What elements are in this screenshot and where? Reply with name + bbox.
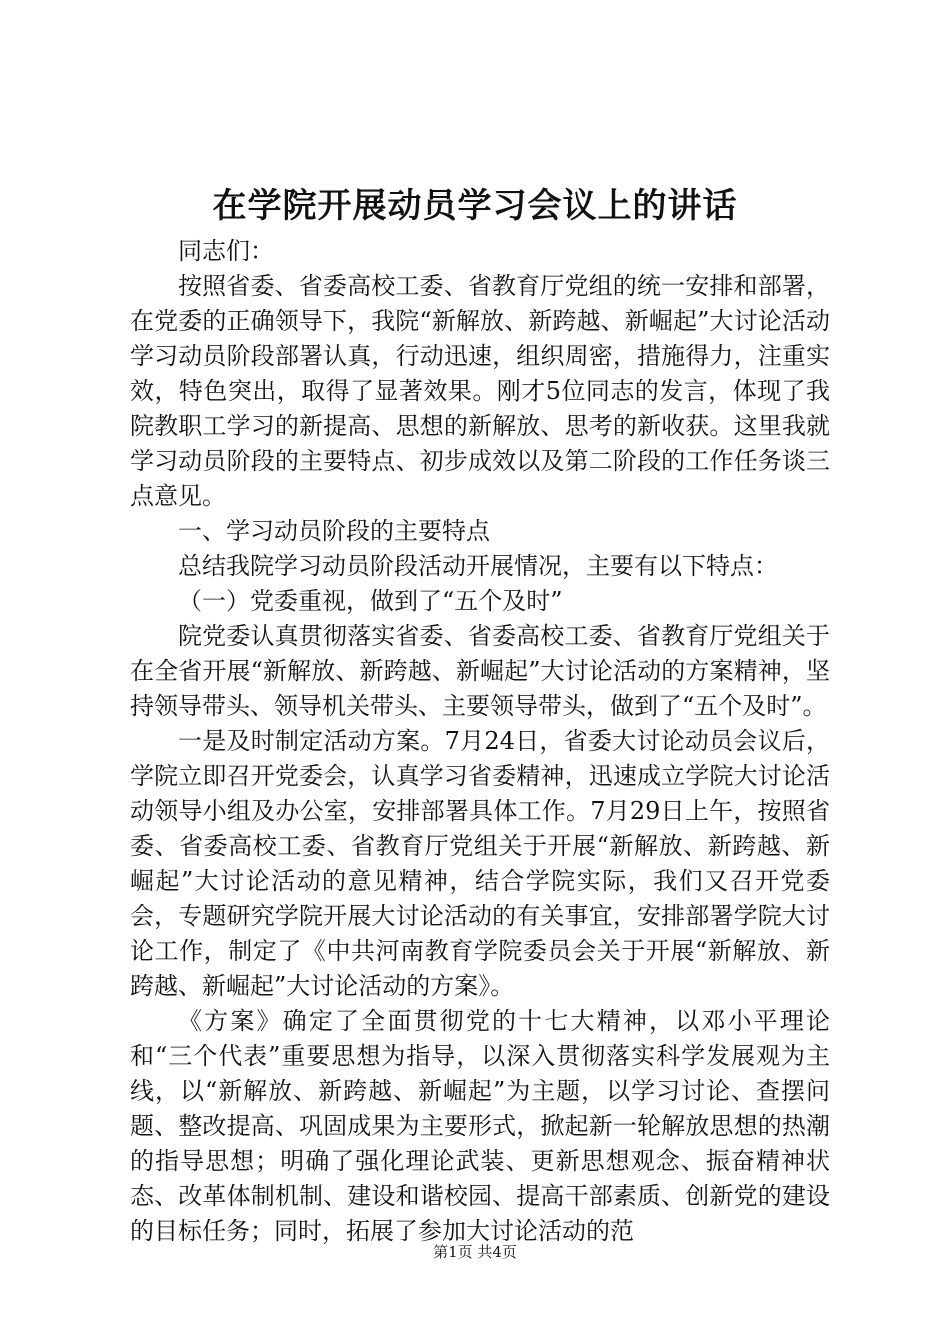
paragraph: 《方案》确定了全面贯彻党的十七大精神，以邓小平理论和“三个代表”重要思想为指导，以深入贯彻落实科学发展观为主线，以“新解放、新跨越、新崛起”为主题，以学习讨论、查摆问题、整改提高、巩固成果为主要形式，掀起新一轮解放思想的热潮的指导思想；明确了强化理论武装、更新思想观念、振奋精神状态、改革体制机制、建设和谐校园、提高干部素质、创新党的建设的目标任务；同时，拓展了参加大讨论活动的范 (130, 1007, 830, 1245)
document-title: 在学院开展动员学习会议上的讲话 (212, 186, 738, 226)
paragraph: 院党委认真贯彻落实省委、省委高校工委、省教育厅党组关于在全省开展“新解放、新跨越、新崛起”大讨论活动的方案精神，坚持领导带头、领导机关带头、主要领导带头，做到了“五个及时”。 (130, 622, 830, 720)
document-body (130, 234, 830, 1249)
paragraph: 总结我院学习动员阶段活动开展情况，主要有以下特点： (178, 552, 778, 580)
paragraph: 按照省委、省委高校工委、省教育厅党组的统一安排和部署，在党委的正确领导下，我院“新解放、新跨越、新崛起”大讨论活动学习动员阶段部署认真，行动迅速，组织周密，措施得力，注重实效，特色突出，取得了显著效果。刚才5位同志的发言，体现了我院教职工学习的新提高、思想的新解放、思考的新收获。这里我就学习动员阶段的主要特点、初步成效以及第二阶段的工作任务谈三点意见。 (130, 272, 830, 510)
salutation: 同志们： (178, 237, 274, 265)
section-heading: 一、学习动员阶段的主要特点 (178, 517, 490, 545)
subsection-heading: （一）党委重视，做到了“五个及时” (178, 587, 563, 615)
paragraph: 一是及时制定活动方案。7月24日，省委大讨论动员会议后，学院立即召开党委会，认真学习省委精神，迅速成立学院大讨论活动领导小组及办公室，安排部署具体工作。7月29日上午，按照省委、省委高校工委、省教育厅党组关于开展“新解放、新跨越、新崛起”大讨论活动的意见精神，结合学院实际，我们又召开党委会，专题研究学院开展大讨论活动的有关事宜，安排部署学院大讨论工作，制定了《中共河南教育学院委员会关于开展“新解放、新跨越、新崛起”大讨论活动的方案》。 (130, 727, 830, 1000)
page-footer: 第1页 共4页 (433, 1243, 517, 1261)
